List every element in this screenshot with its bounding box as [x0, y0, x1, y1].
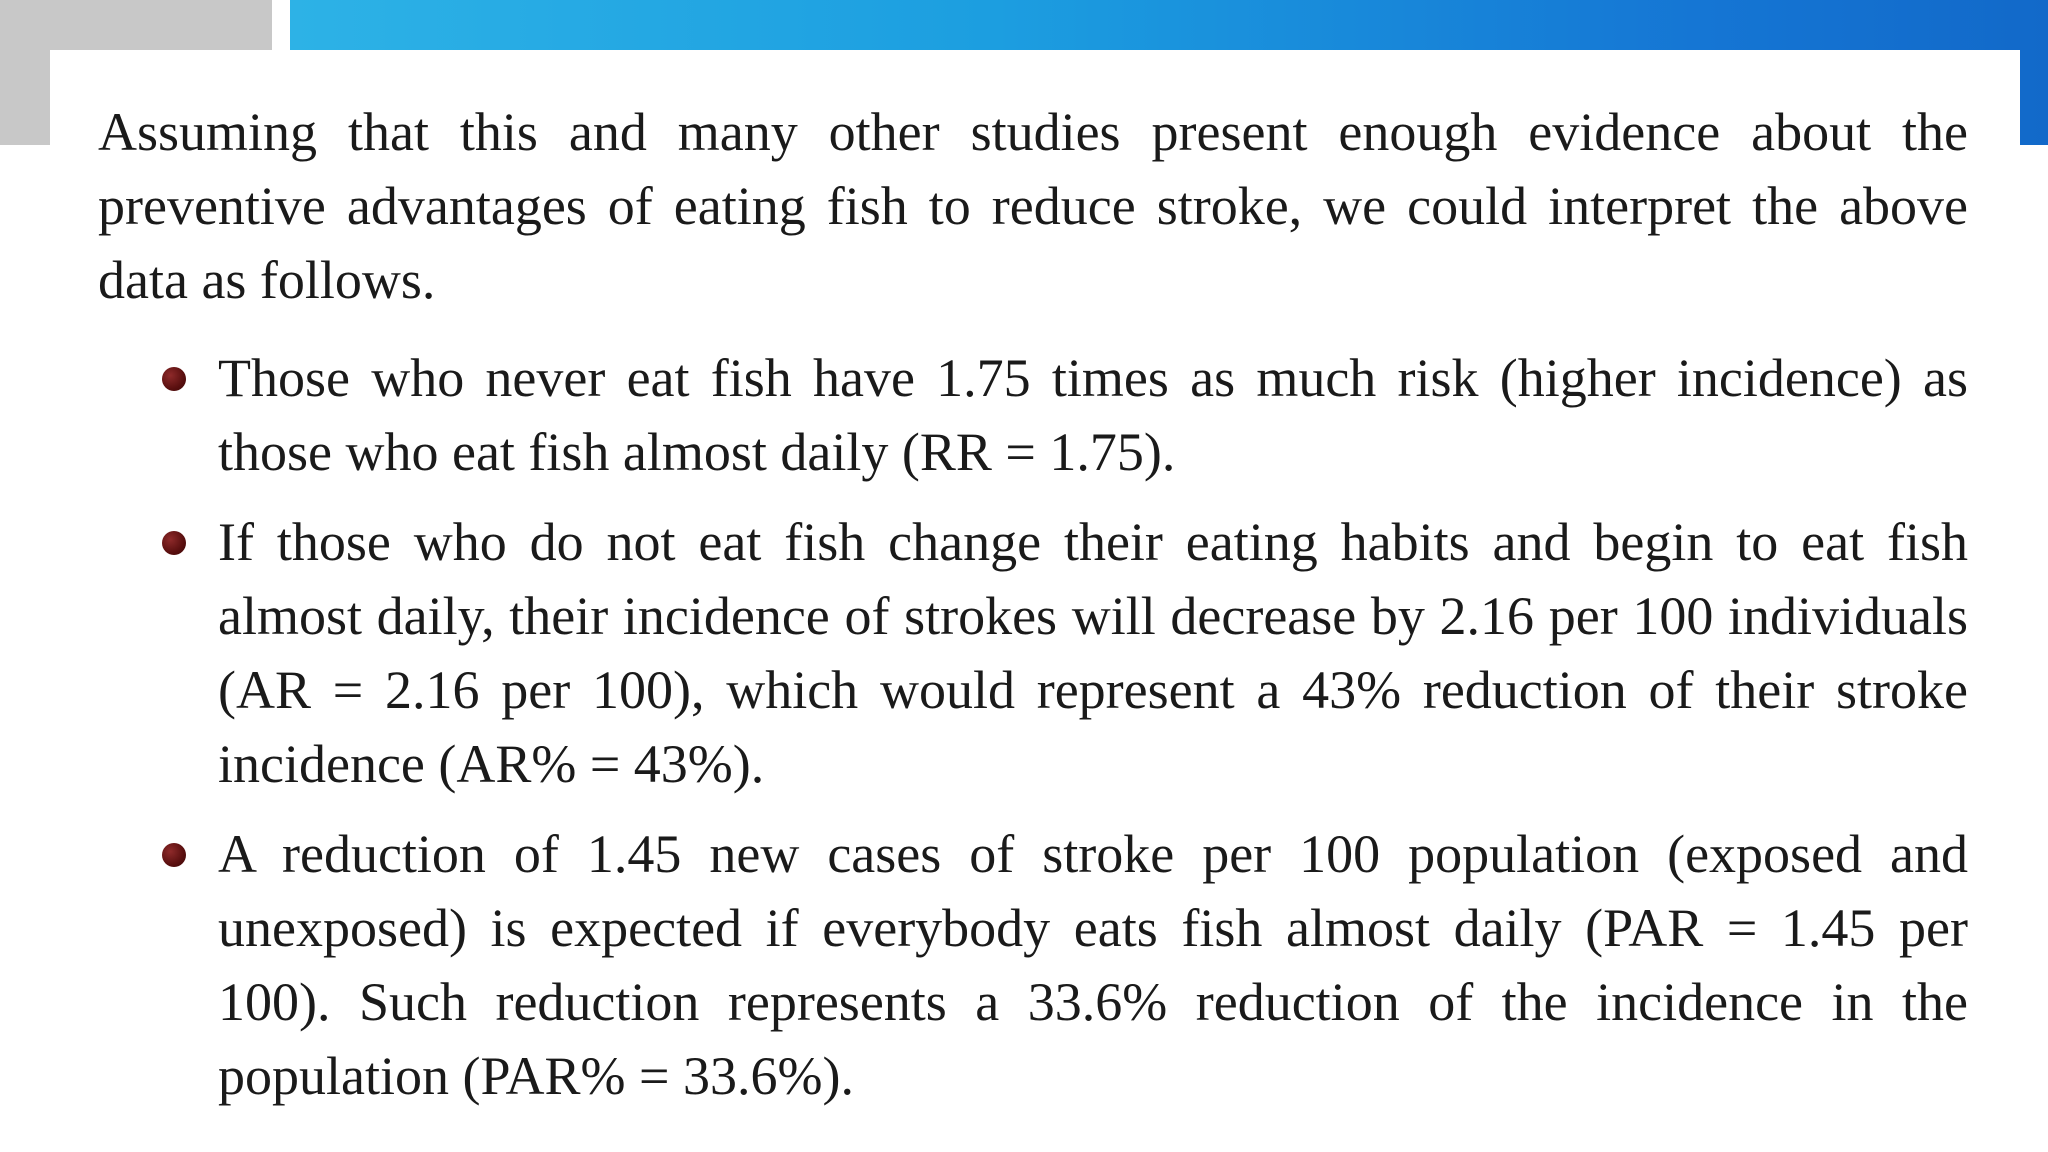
- bullet-dot-icon: [162, 367, 186, 391]
- text-block: [98, 95, 1968, 1129]
- bullet-dot-icon: [162, 843, 186, 867]
- bullet-item-rr: [218, 341, 1968, 489]
- bullet-text: Those who never eat fish have 1.75 times as much risk (higher incidence) as those who eat fish almost daily (RR = 1.75).: [218, 348, 1968, 482]
- intro-paragraph: Assuming that this and many other studies present enough evidence about the preventive advantages of eating fish to reduce stroke, we could interpret the above data as follows.: [98, 102, 1968, 310]
- slide-content: [50, 50, 2020, 1152]
- bullet-item-par: [218, 817, 1968, 1113]
- bullet-text: If those who do not eat fish change their eating habits and begin to eat fish almost daily, their incidence of strokes will decrease by 2.16 per 100 individuals (AR = 2.16 per 100), which would represent a 43% reduction of their stroke incidence (AR% = 43%).: [218, 512, 1968, 794]
- bullet-list: [98, 341, 1968, 1113]
- bullet-item-ar: [218, 505, 1968, 801]
- bullet-dot-icon: [162, 531, 186, 555]
- bullet-text: A reduction of 1.45 new cases of stroke per 100 population (exposed and unexposed) is expected if everybody eats fish almost daily (PAR = 1.45 per 100). Such reduction represents a 33.6% reduction of the incidence in the population (PAR% = 33.6%).: [218, 824, 1968, 1106]
